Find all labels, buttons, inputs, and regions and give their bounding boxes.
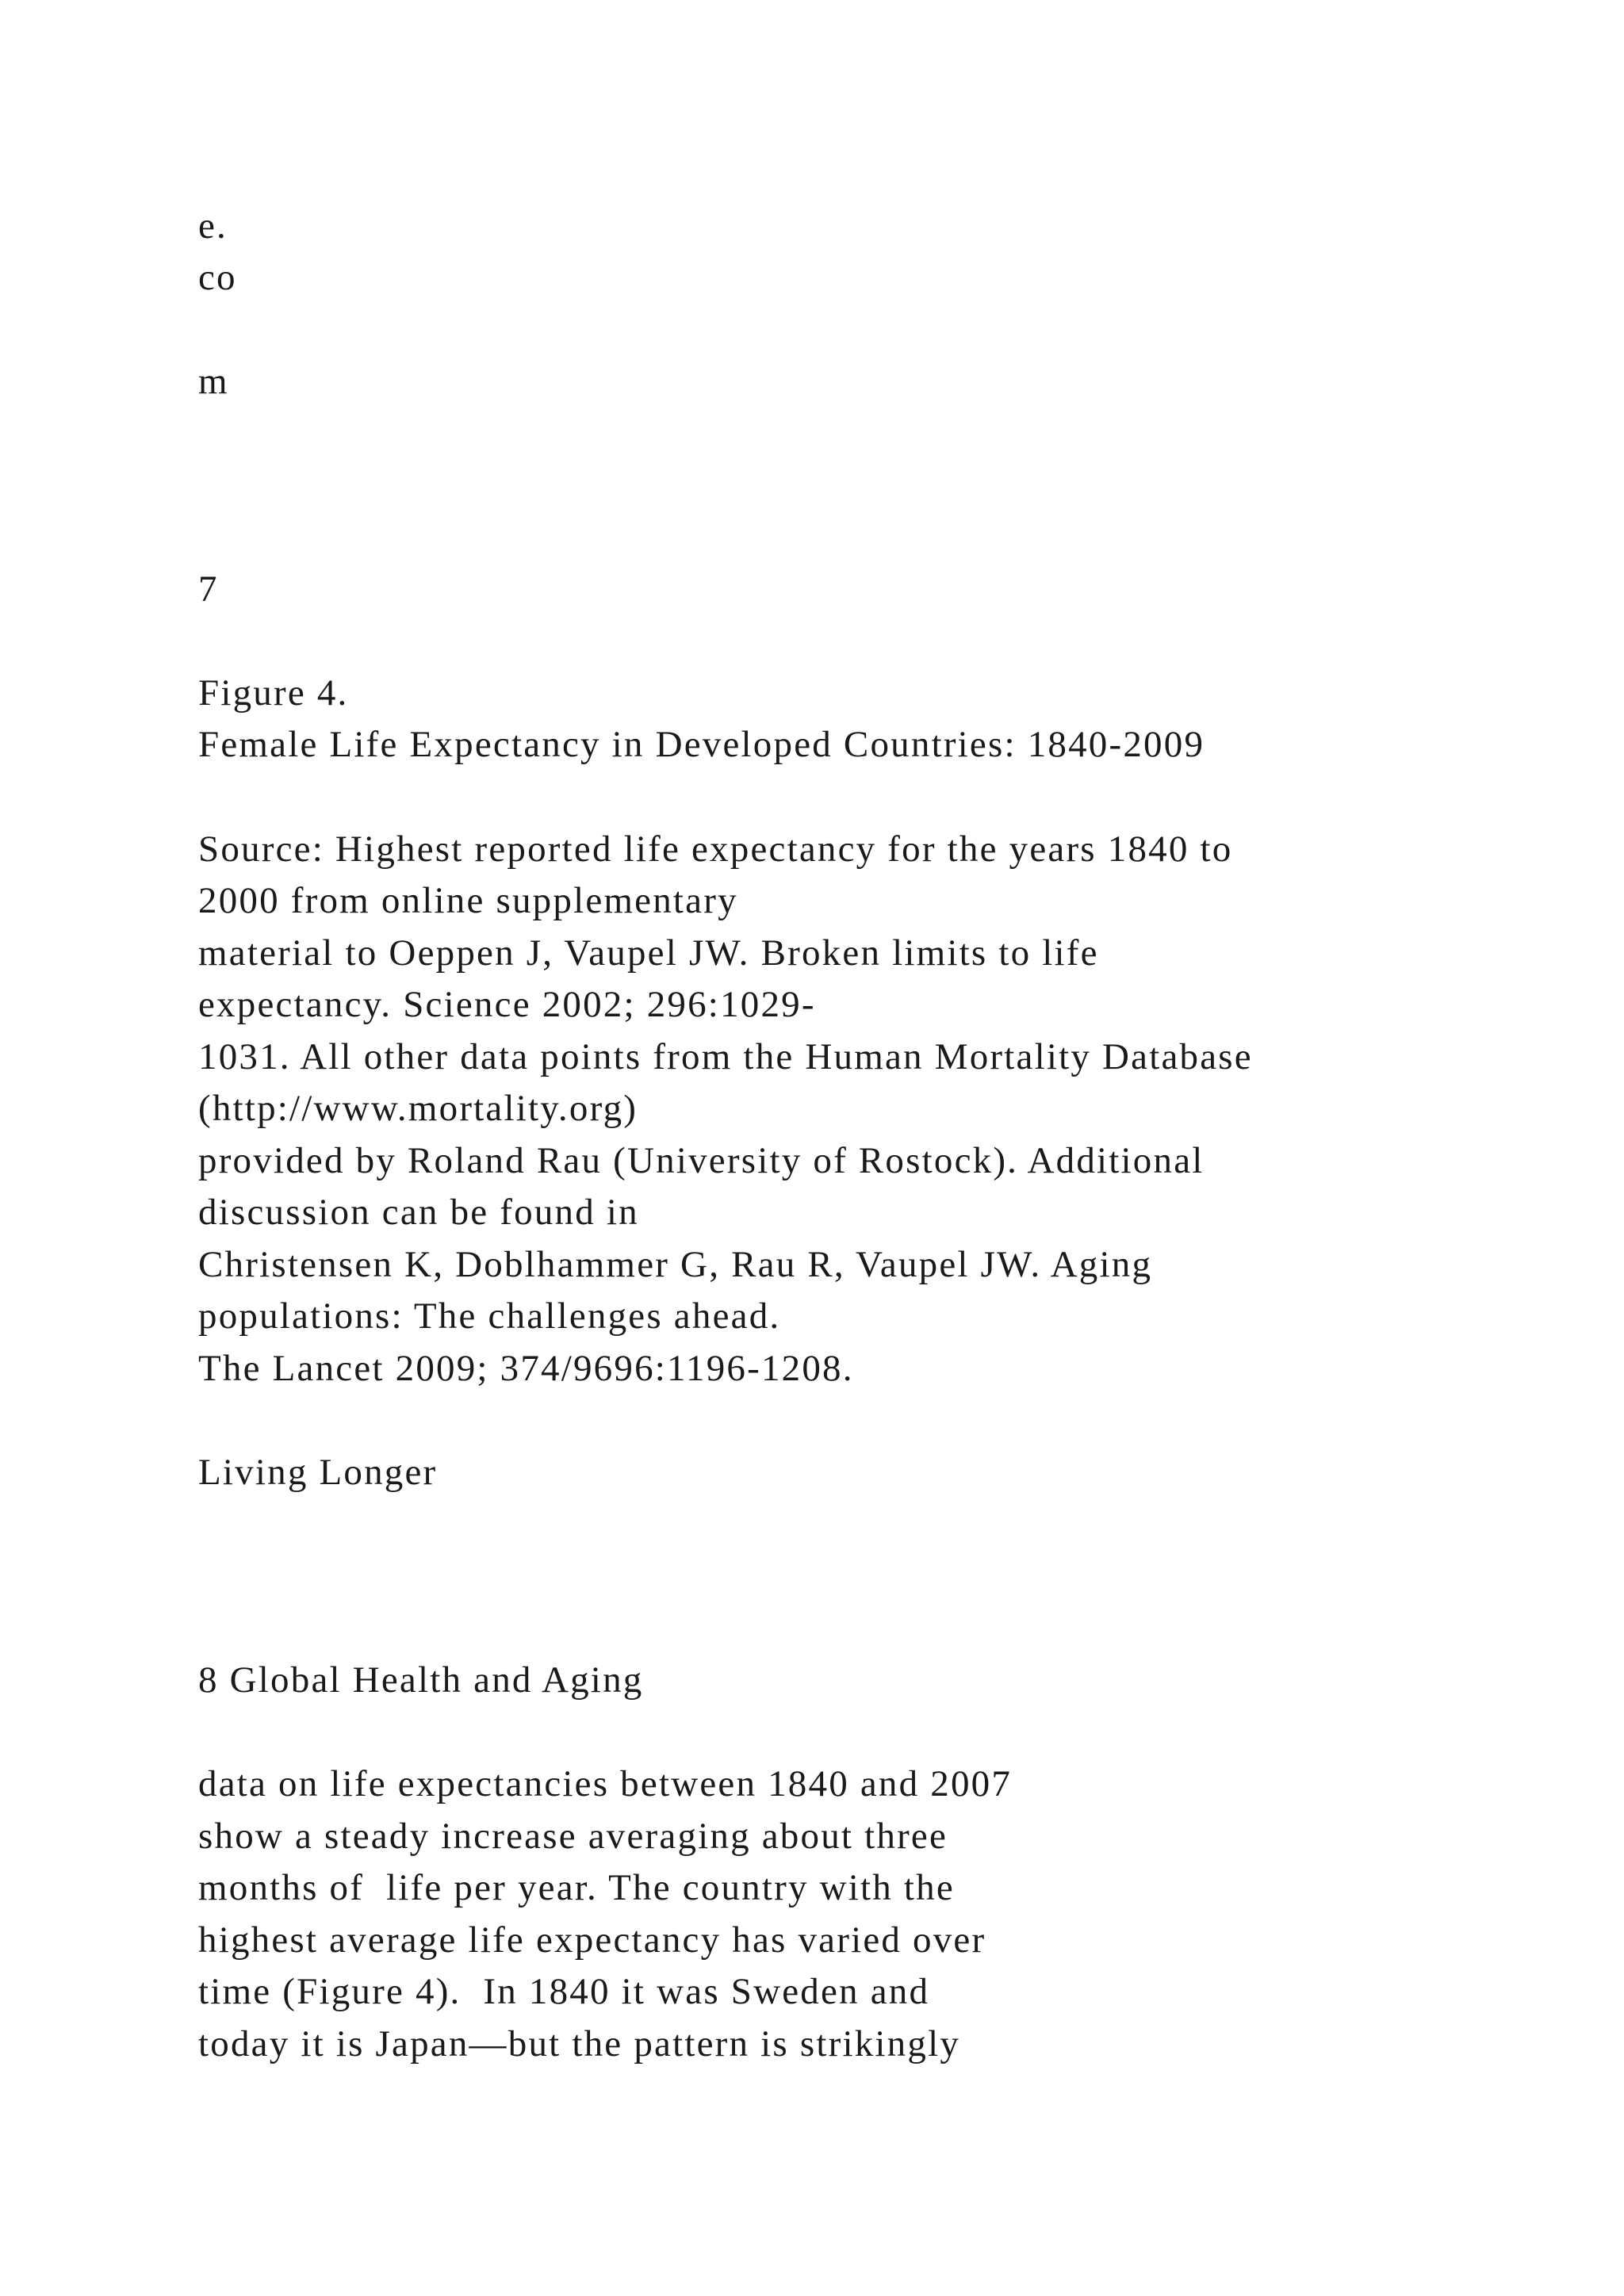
source-line: (http://www.mortality.org) [198, 1088, 638, 1129]
body-line: today it is Japan—but the pattern is strikingly [198, 2023, 961, 2064]
fragment-text: co [198, 257, 237, 298]
source-line: discussion can be found in [198, 1192, 639, 1233]
source-line: expectancy. Science 2002; 296:1029- [198, 984, 816, 1025]
source-line: Source: Highest reported life expectancy for the years 1840 to [198, 828, 1233, 870]
figure-title: Female Life Expectancy in Developed Countries: 1840-2009 [198, 724, 1205, 765]
source-line: material to Oeppen J, Vaupel JW. Broken limits to life [198, 932, 1099, 974]
body-line: time (Figure 4). In 1840 it was Sweden and [198, 1971, 930, 2012]
source-line: 1031. All other data points from the Human Mortality Database [198, 1036, 1253, 1077]
fragment-text: m [198, 361, 229, 402]
source-line: 2000 from online supplementary [198, 880, 738, 921]
figure-label: Figure 4. [198, 672, 349, 714]
source-line: populations: The challenges ahead. [198, 1295, 781, 1337]
section-label: Living Longer [198, 1452, 438, 1493]
body-line: data on life expectancies between 1840 and 2007 [198, 1763, 1013, 1804]
source-line: The Lancet 2009; 374/9696:1196-1208. [198, 1348, 854, 1389]
running-header: 8 Global Health and Aging [198, 1659, 644, 1701]
source-line: Christensen K, Doblhammer G, Rau R, Vaupel JW. Aging [198, 1244, 1153, 1285]
page-number: 7 [198, 568, 219, 610]
body-line: show a steady increase averaging about three [198, 1816, 948, 1857]
fragment-text: e. [198, 205, 228, 247]
source-line: provided by Roland Rau (University of Rostock). Additional [198, 1140, 1205, 1181]
body-line: highest average life expectancy has varied over [198, 1919, 986, 1961]
body-line: months of life per year. The country with the [198, 1867, 955, 1908]
